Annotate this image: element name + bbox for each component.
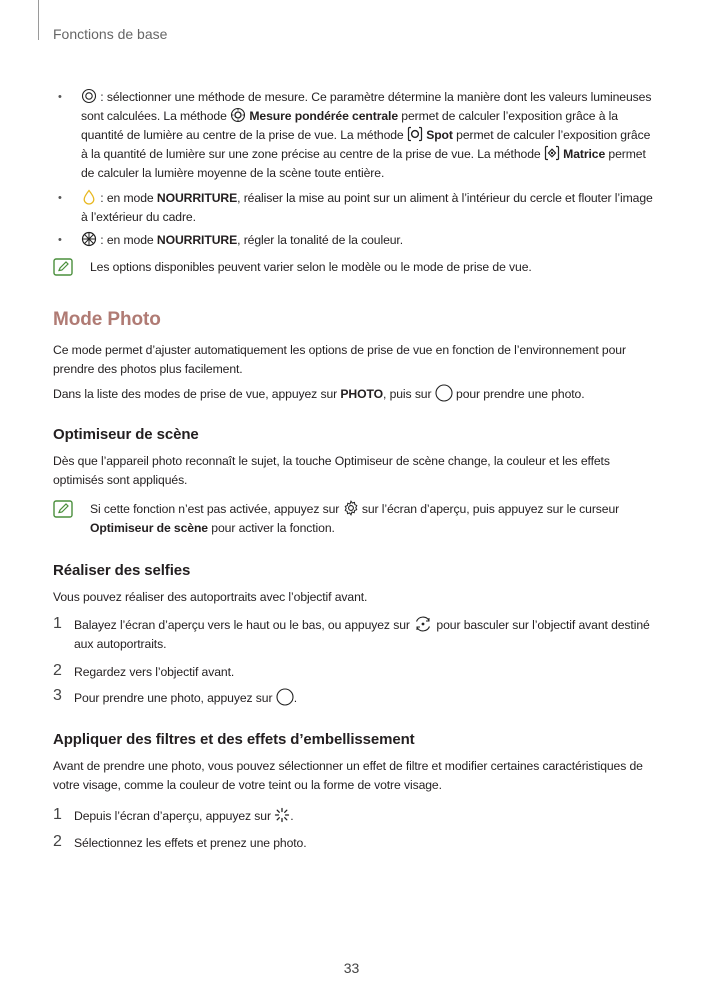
selfie-step-3: 3 Pour prendre une photo, appuyez sur . bbox=[53, 687, 297, 705]
metering-icon bbox=[81, 88, 97, 104]
note-icon bbox=[53, 500, 73, 518]
section-title-photo-mode: Mode Photo bbox=[53, 309, 161, 330]
switch-camera-icon bbox=[413, 616, 433, 632]
center-weighted-icon bbox=[230, 107, 246, 123]
filter-step-2: 2 Sélectionnez les effets et prenez une photo. bbox=[53, 833, 307, 850]
settings-gear-icon bbox=[343, 500, 359, 516]
scene-optimizer-text: Dès que l’appareil photo reconnaît le sujet, la touche Optimiseur de scène change, la couleur et les effets optimisés sont appliqués. bbox=[53, 454, 610, 487]
subsection-title-scene-optimizer: Optimiseur de scène bbox=[53, 426, 199, 443]
shutter-icon bbox=[435, 384, 453, 402]
effects-icon bbox=[274, 807, 290, 823]
subsection-title-filters: Appliquer des filtres et des effets d’embellissement bbox=[53, 731, 415, 748]
section-header: Fonctions de base bbox=[53, 26, 168, 42]
selfie-step-2: 2 Regardez vers l’objectif avant. bbox=[53, 662, 235, 679]
note-options: Les options disponibles peuvent varier selon le modèle ou le mode de prise de vue. bbox=[53, 258, 653, 277]
matrix-icon bbox=[544, 145, 560, 161]
spot-icon bbox=[407, 126, 423, 142]
photo-mode-instruction: Dans la liste des modes de prise de vue, appuyez sur PHOTO, puis sur pour prendre une photo. bbox=[53, 384, 653, 404]
bullet-color-tone: • : en mode NOURRITURE, régler la tonalité de la couleur. bbox=[58, 233, 403, 247]
note-scene-optimizer: Si cette fonction n’est pas activée, appuyez sur sur l’écran d’aperçu, puis appuyez sur le curseur Optimiseur de scène pour activer la fonction. bbox=[53, 500, 653, 538]
subsection-title-selfies: Réaliser des selfies bbox=[53, 562, 191, 579]
bullet-food-focus: • : en mode NOURRITURE, réaliser la mise au point sur un aliment à l’intérieur du cercle et flouter l’image à l’extérieur du cadre. bbox=[58, 191, 653, 224]
bullet-metering: • : sélectionner une méthode de mesure. Ce paramètre détermine la manière dont les valeurs lumineuses sont calculées. La méthode Mesure pondérée centrale permet de calculer l’exposition grâce à la quantité de lumière au centre de la prise de vue. La méthode Spot permet de calculer l’exposition grâce à la quantité de lumière sur une zone précise au centre de la prise de vue. La méthode Matrice permet de calculer la lumière moyenne de la scène toute entière. bbox=[58, 90, 652, 180]
shutter-icon bbox=[276, 688, 294, 706]
page-content bbox=[53, 88, 653, 853]
selfies-text: Vous pouvez réaliser des autoportraits avec l’objectif avant. bbox=[53, 590, 368, 604]
selfie-step-1: 1 Balayez l’écran d’aperçu vers le haut ou le bas, ou appuyez sur pour basculer sur l’objectif avant destiné aux autoportraits. bbox=[53, 615, 650, 651]
page-number: 33 bbox=[343, 960, 360, 976]
filters-text: Avant de prendre une photo, vous pouvez sélectionner un effet de filtre et modifier certaines caractéristiques de votre visage, comme la couleur de votre teint ou la forme de votre visage. bbox=[53, 759, 643, 792]
filter-step-1: 1 Depuis l’écran d’aperçu, appuyez sur . bbox=[53, 806, 294, 823]
header-rule bbox=[38, 0, 39, 40]
color-tone-icon bbox=[81, 231, 97, 247]
photo-mode-intro: Ce mode permet d’ajuster automatiquement les options de prise de vue en fonction de l’environnement pour prendre des photos plus facilement. bbox=[53, 343, 626, 376]
drop-icon bbox=[81, 189, 97, 205]
note-icon bbox=[53, 258, 73, 276]
